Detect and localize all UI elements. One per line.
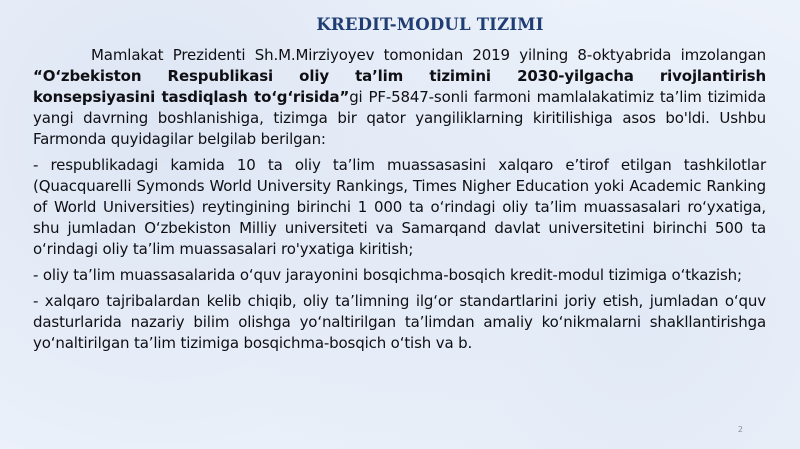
intro-text-end: gi PF-5847-sonli farmoni mamlalakatimiz ta’lim tizimida yangi davrning boshlanishiga, tizimga bir qator yangiliklarning kiritilishiga asos bo'ldi. Ushbu Farmonda quyidagilar belgilab berilgan:	[33, 88, 766, 148]
slide-title: KREDIT-MODUL TIZIMI	[316, 15, 544, 34]
bullet-item-standards: - xalqaro tajribalardan kelib chiqib, oliy ta’limning ilg‘or standartlarini joriy etish, jumladan o‘quv dasturlarida nazariy bilim olishga yo‘naltirilgan ta’limdan amaliy ko‘nikmalarni shakllantirishga yo‘naltirilgan ta’lim tizimiga bosqichma-bosqich o‘tish va b.	[33, 292, 766, 352]
intro-paragraph	[33, 45, 766, 150]
decree-title: “O‘zbekiston Respublikasi oliy ta’lim tizimini 2030-yilgacha rivojlantirish konsepsiyasini tasdiqlash to‘g‘risida”	[33, 67, 766, 106]
slide-content	[33, 45, 766, 354]
intro-text-start: Mamlakat Prezidenti Sh.M.Mirziyoyev tomonidan 2019 yilning 8-oktyabrida imzolangan	[91, 46, 766, 64]
bullet-item-rankings: - respublikadagi kamida 10 ta oliy ta’lim muassasasini xalqaro e’tirof etilgan tashkilotlar (Quacquarelli Symonds World University Rankings, Times Nigher Education yoki Academic Ranking of World Universities) reytingining birinchi 1 000 ta o‘rindagi oliy ta’lim muassasalari ro‘yxatiga, shu jumladan O‘zbekiston Milliy universiteti va Samarqand davlat universitetini birinchi 500 ta o‘rindagi oliy ta’lim muassasalari ro'yxatiga kiritish;	[33, 156, 766, 258]
page-number: 2	[737, 425, 743, 434]
bullet-item-credit-module: - oliy ta’lim muassasalarida o‘quv jarayonini bosqichma-bosqich kredit-modul tizimiga o‘tkazish;	[33, 266, 742, 284]
